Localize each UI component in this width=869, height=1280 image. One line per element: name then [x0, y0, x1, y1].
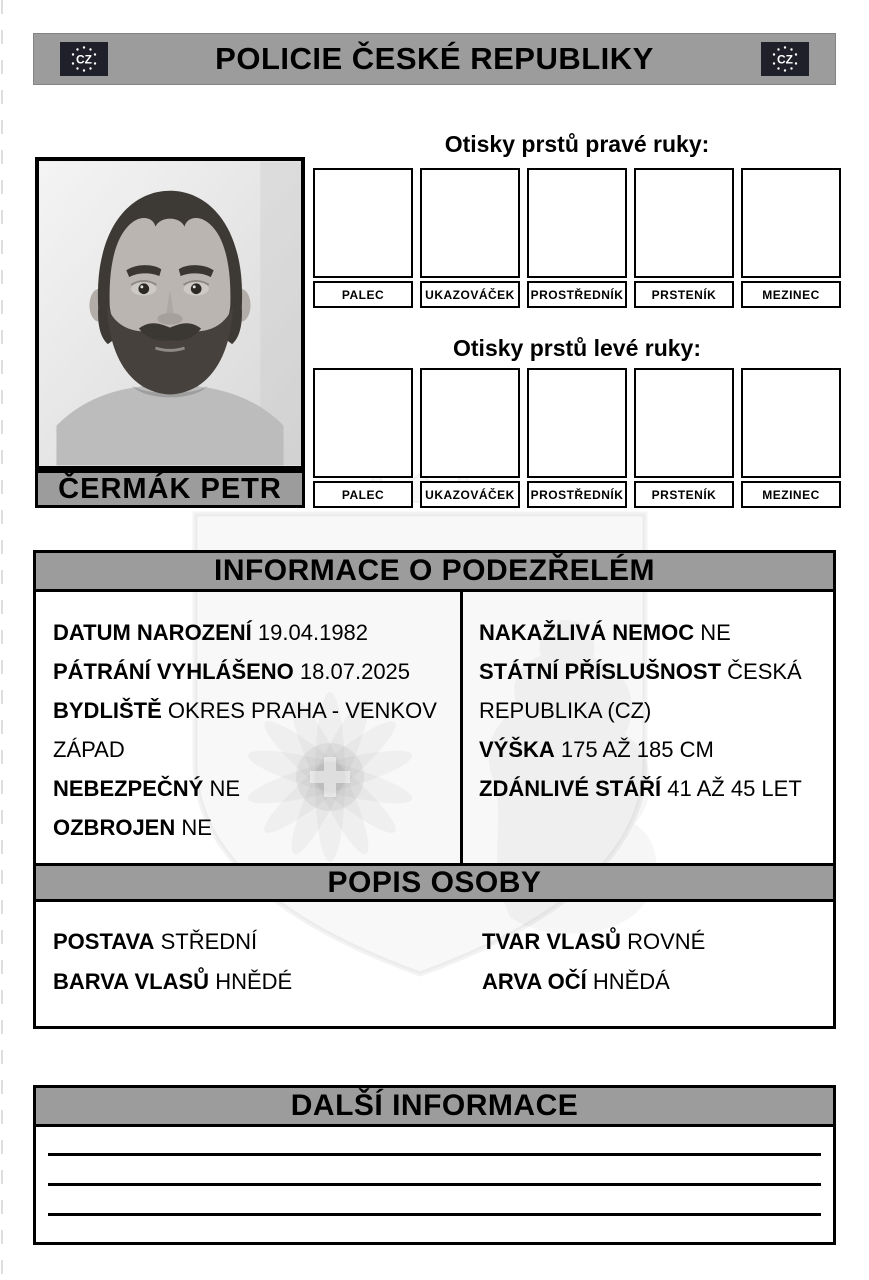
info-section-title: INFORMACE O PODEZŘELÉM — [36, 553, 833, 592]
finger-label: MEZINEC — [741, 481, 841, 508]
desc-row-build: POSTAVA STŘEDNÍ — [53, 929, 258, 954]
info-row-armed: OZBROJEN NE — [53, 815, 212, 840]
scan-edge-artifact — [1, 0, 3, 1280]
blank-writing-line — [48, 1213, 821, 1216]
fingerprint-cell — [741, 168, 841, 308]
blank-writing-line — [48, 1183, 821, 1186]
suspect-info-section — [33, 550, 836, 1029]
info-row-dangerous: NEBEZPEČNÝ NE — [53, 776, 241, 801]
desc-row-hair-shape: TVAR VLASŮ ROVNÉ — [482, 929, 706, 954]
description-column-right — [466, 922, 833, 1002]
fingerprint-box-empty — [527, 368, 627, 478]
info-row-search-announced: PÁTRÁNÍ VYHLÁŠENO 18.07.2025 — [53, 659, 411, 684]
left-hand-fingerprint-row — [313, 368, 841, 508]
fingerprint-cell — [527, 168, 627, 308]
fingerprint-cell — [313, 168, 413, 308]
info-row-residence: BYDLIŠTĚ OKRES PRAHA - VENKOV ZÁPAD — [53, 698, 437, 762]
fingerprint-box-empty — [313, 368, 413, 478]
description-column-left — [36, 922, 466, 1002]
fingerprint-box-empty — [741, 368, 841, 478]
right-hand-fingerprints-title: Otisky prstů pravé ruky: — [444, 131, 710, 157]
info-row-contagious-disease: NAKAŽLIVÁ NEMOC NE — [479, 620, 731, 645]
page-title: POLICIE ČESKÉ REPUBLIKY — [215, 41, 654, 76]
info-column-right — [463, 592, 833, 863]
badge-country-code: CZ — [76, 52, 92, 67]
finger-label: PRSTENÍK — [634, 281, 734, 308]
fingerprint-cell — [420, 168, 520, 308]
additional-info-writing-area — [36, 1127, 833, 1241]
description-section-title: POPIS OSOBY — [36, 863, 833, 902]
desc-row-eye-color: ARVA OČÍ HNĚDÁ — [482, 969, 670, 994]
blank-writing-line — [48, 1153, 821, 1156]
finger-label: PROSTŘEDNÍK — [527, 281, 627, 308]
info-row-apparent-age: ZDÁNLIVÉ STÁŘÍ 41 AŽ 45 LET — [479, 776, 802, 801]
fingerprint-cell — [313, 368, 413, 508]
fingerprint-box-empty — [313, 168, 413, 278]
info-row-birth-date: DATUM NAROZENÍ 19.04.1982 — [53, 620, 369, 645]
fingerprint-cell — [634, 168, 734, 308]
finger-label: UKAZOVÁČEK — [420, 281, 520, 308]
badge-country-code: CZ — [777, 52, 793, 67]
fingerprint-box-empty — [634, 368, 734, 478]
additional-info-section — [33, 1085, 836, 1245]
left-hand-fingerprints-title: Otisky prstů levé ruky: — [453, 335, 701, 361]
eu-cz-plate-icon — [761, 42, 809, 76]
finger-label: PALEC — [313, 481, 413, 508]
fingerprint-box-empty — [741, 168, 841, 278]
fingerprint-cell — [634, 368, 734, 508]
description-columns — [36, 902, 833, 1026]
fingerprint-box-empty — [420, 368, 520, 478]
suspect-name-plate — [35, 470, 305, 508]
additional-section-title: DALŠÍ INFORMACE — [36, 1088, 833, 1127]
suspect-photo — [35, 157, 305, 470]
info-row-height: VÝŠKA 175 AŽ 185 CM — [479, 737, 714, 762]
fingerprint-cell — [527, 368, 627, 508]
finger-label: PROSTŘEDNÍK — [527, 481, 627, 508]
fingerprint-box-empty — [634, 168, 734, 278]
desc-row-hair-color: BARVA VLASŮ HNĚDÉ — [53, 969, 293, 994]
finger-label: PALEC — [313, 281, 413, 308]
finger-label: MEZINEC — [741, 281, 841, 308]
fingerprint-cell — [420, 368, 520, 508]
header-bar — [33, 33, 836, 85]
info-column-left — [36, 592, 463, 863]
finger-label: UKAZOVÁČEK — [420, 481, 520, 508]
right-hand-fingerprint-row — [313, 168, 841, 308]
info-columns — [36, 592, 833, 863]
fingerprint-box-empty — [420, 168, 520, 278]
eu-cz-plate-icon — [60, 42, 108, 76]
info-row-nationality: STÁTNÍ PŘÍSLUŠNOST ČESKÁ REPUBLIKA (CZ) — [479, 659, 802, 723]
fingerprint-cell — [741, 368, 841, 508]
suspect-name: ČERMÁK PETR — [58, 472, 282, 505]
fingerprint-box-empty — [527, 168, 627, 278]
finger-label: PRSTENÍK — [634, 481, 734, 508]
